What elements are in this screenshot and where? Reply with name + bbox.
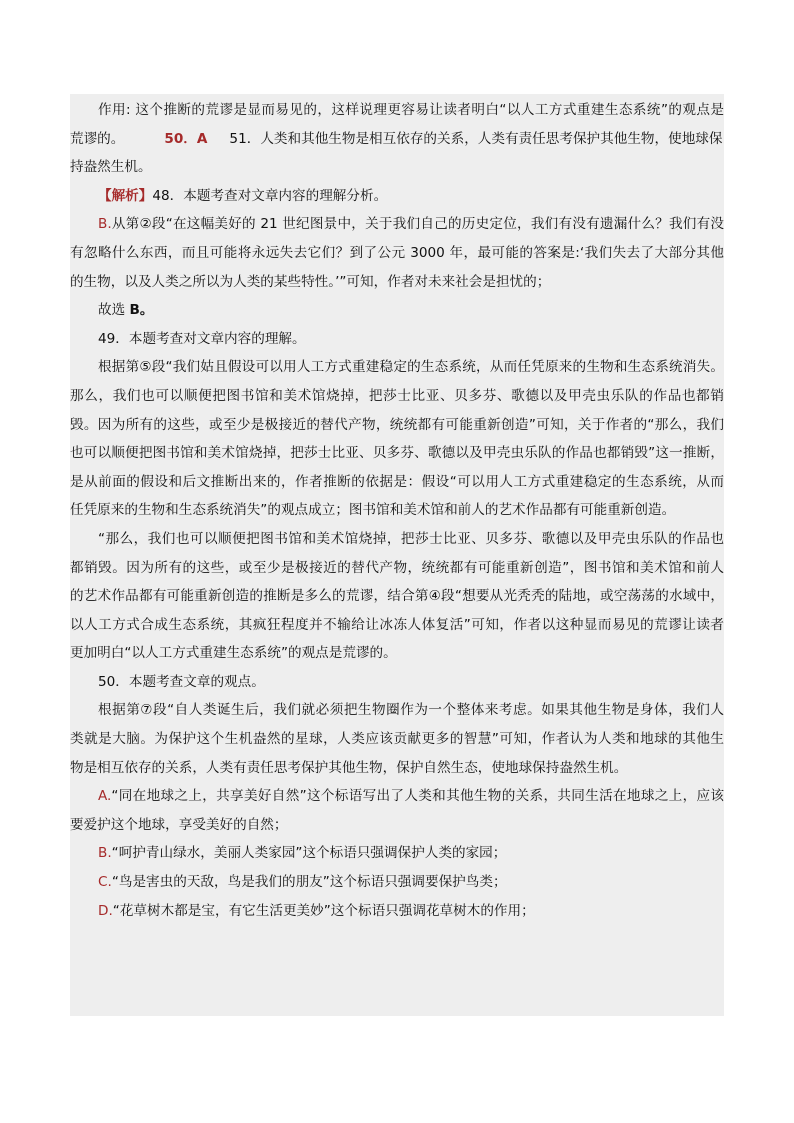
text-line: 故选 B。 <box>98 302 154 319</box>
text-line: 有忽略什么东西，而且可能将永远失去它们？到了公元 3000 年，最可能的答案是:‘我们失去了大部分其他 <box>70 244 724 261</box>
text-line: “那么，我们也可以顺便把图书馆和美术馆烧掉，把莎士比亚、贝多芬、歌德以及甲壳虫乐队的作品也 <box>98 530 724 547</box>
text-line: 根据第⑤段“我们姑且假设可以用人工方式重建稳定的生态系统，从而任凭原来的生物和生态系统消失。 <box>98 359 724 376</box>
text-line: 物是相互依存的关系，人类有责任思考保护其他生物，保护自然生态，使地球保持盎然生机。 <box>70 759 628 776</box>
text-line: 作用: 这个推断的荒谬是显而易见的，这样说理更容易让读者明白“以人工方式重建生态系统”的观点是 <box>98 102 724 118</box>
option-label: A. <box>98 788 112 805</box>
option-label: C. <box>98 874 112 891</box>
text-line: 以人工方式合成生态系统，其疯狂程度并不输给让冰冻人体复活”可知，作者以这种显而易见的荒谬让读者 <box>70 616 724 633</box>
analysis-label: 【解析】 <box>98 187 153 204</box>
text-line: 也可以顺便把图书馆和美术馆烧掉，把莎士比亚、贝多芬、歌德以及甲壳虫乐队的作品也都销毁”这一推断， <box>70 445 724 462</box>
answer-50: 50．A <box>164 130 208 147</box>
text-line: 那么，我们也可以顺便把图书馆和美术馆烧掉，把莎士比亚、贝多芬、歌德以及甲壳虫乐队的作品也都销 <box>70 387 724 404</box>
text-line: 任凭原来的生物和生态系统消失”的观点成立；图书馆和美术馆和前人的艺术作品都有可能重新创造。 <box>70 502 676 519</box>
text-line: 荒谬的。 50．A 51．人类和其他生物是相互依存的关系，人类有责任思考保护其他生物，使地球保 <box>70 130 723 147</box>
text-line: A.“同在地球之上，共享美好自然”这个标语写出了人类和其他生物的关系，共同生活在地球之上，应该 <box>98 788 724 805</box>
text-line: D.“花草树木都是宝，有它生活更美妙”这个标语只强调花草树木的作用； <box>98 902 535 919</box>
option-label: B. <box>98 216 112 233</box>
text-line: C.“鸟是害虫的天敌，鸟是我们的朋友”这个标语只强调要保护鸟类； <box>98 874 507 891</box>
question-heading: 49．本题考查对文章内容的理解。 <box>98 330 306 347</box>
option-label: D. <box>98 902 113 919</box>
text-line: B.“呵护青山绿水，美丽人类家园”这个标语只强调保护人类的家园； <box>98 845 507 862</box>
text-line: B.从第②段“在这幅美好的 21 世纪图景中，关于我们自己的历史定位，我们有没有遗漏什么？我们有没 <box>98 216 724 233</box>
text-line: 是从前面的假设和后文推断出来的，作者推断的依据是：假设“可以用人工方式重建稳定的生态系统，从而 <box>70 473 724 490</box>
analysis-heading: 【解析】48．本题考查对文章内容的理解分析。 <box>98 187 388 204</box>
option-label: B. <box>98 845 112 862</box>
answer-analysis-block <box>70 94 724 1016</box>
text-line: 都销毁。因为所有的这些，或至少是极接近的替代产物，统统都有可能重新创造”，图书馆和美术馆和前人 <box>70 559 724 576</box>
text-line: 的艺术作品都有可能重新创造的推断是多么的荒谬，结合第④段“想要从光秃秃的陆地，或空荡荡的水域中， <box>70 588 724 605</box>
question-heading: 50．本题考查文章的观点。 <box>98 673 265 690</box>
text-line: 类就是大脑。为保护这个生机盎然的星球，人类应该贡献更多的智慧”可知，作者认为人类和地球的其他生 <box>70 731 724 748</box>
text-line: 要爱护这个地球，享受美好的自然； <box>70 816 288 833</box>
text-line: 更加明白“以人工方式重建生态系统”的观点是荒谬的。 <box>70 645 397 662</box>
text-line: 的生物，以及人类之所以为人类的某些特性。’”可知，作者对未来社会是担忧的； <box>70 273 551 290</box>
text-line: 毁。因为所有的这些，或至少是极接近的替代产物，统统都有可能重新创造”可知，关于作者的“那么，我们 <box>70 416 724 433</box>
text-line: 持盎然生机。 <box>70 159 152 176</box>
text-line: 根据第⑦段“自人类诞生后，我们就必须把生物圈作为一个整体来考虑。如果其他生物是身体，我们人 <box>98 702 724 719</box>
